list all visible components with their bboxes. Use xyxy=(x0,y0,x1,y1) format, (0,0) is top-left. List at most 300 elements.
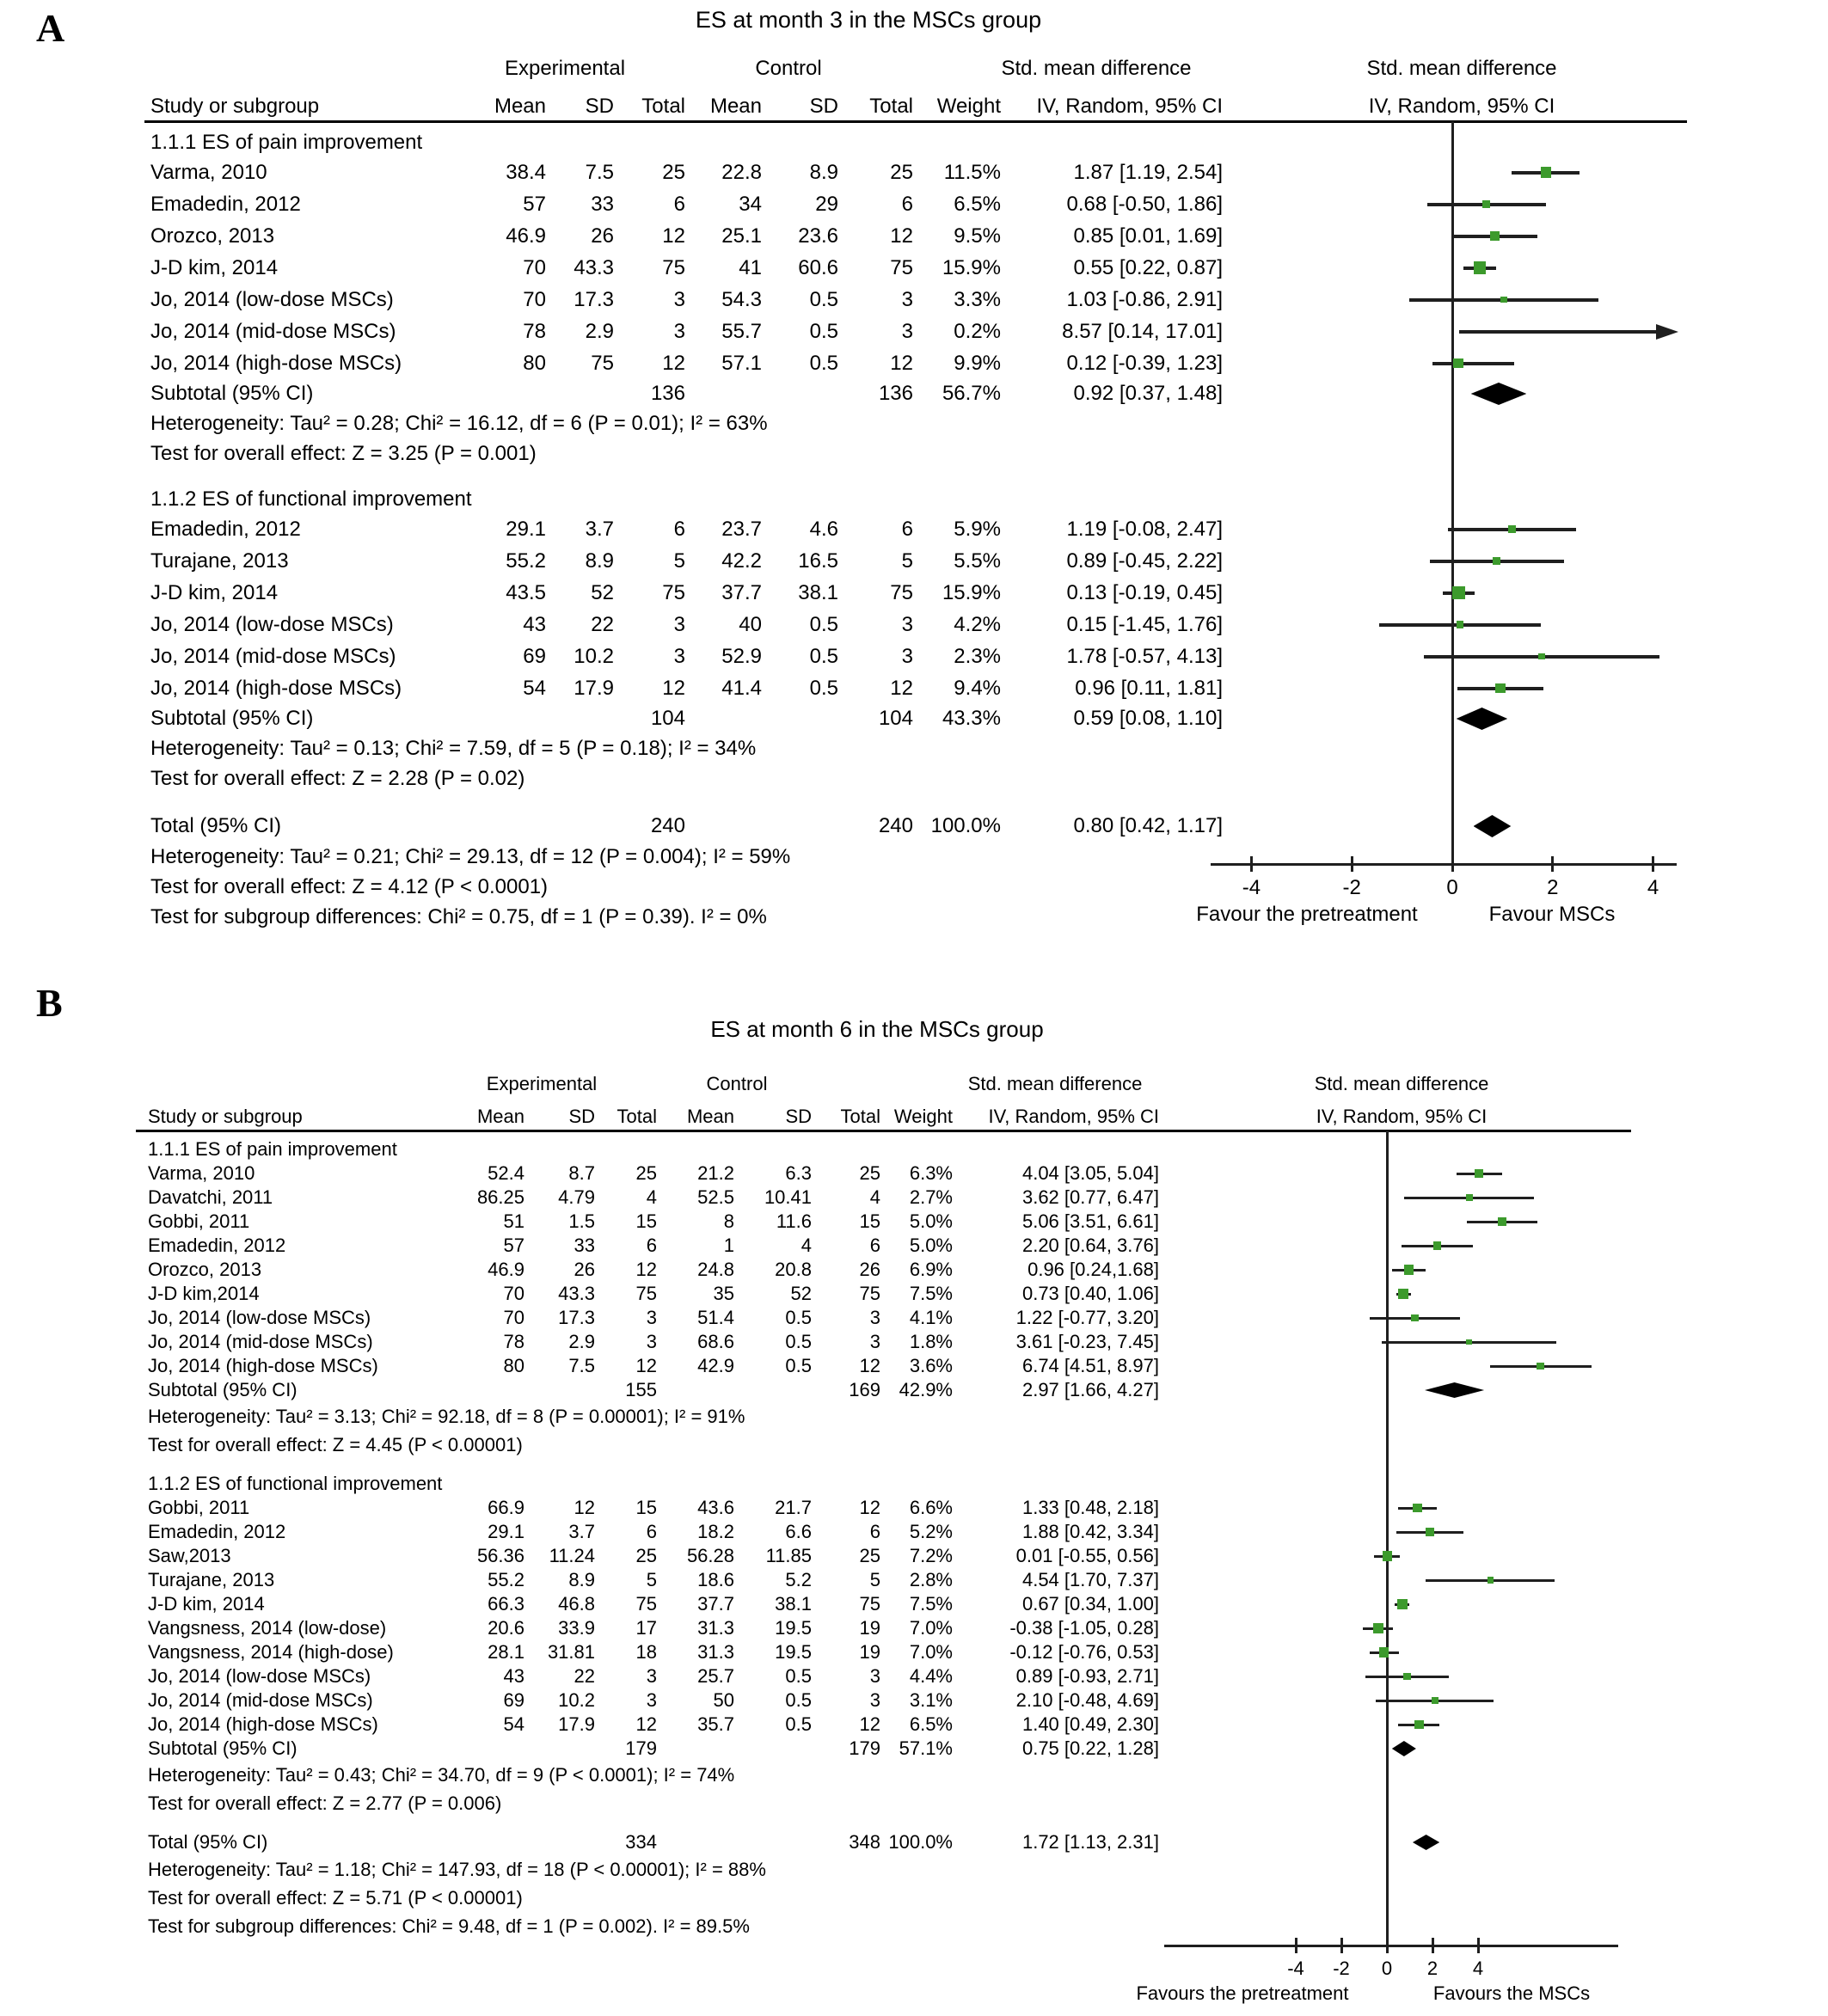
mean-ctl-cell: 52.9 xyxy=(721,645,762,668)
mean-exp-cell: 78 xyxy=(523,320,546,343)
total-ctl-cell: 6 xyxy=(869,1235,880,1256)
total-exp-cell: 75 xyxy=(635,1593,657,1615)
axis-tick xyxy=(1551,856,1554,872)
mean-exp-cell: 46.9 xyxy=(488,1259,524,1280)
mean-ctl-cell: 43.6 xyxy=(697,1497,734,1518)
pooled-diamond xyxy=(1457,708,1508,730)
sd-ctl-cell: 4 xyxy=(801,1235,812,1256)
total-ctl-cell: 3 xyxy=(869,1689,880,1711)
total-exp-header: Total xyxy=(616,1106,657,1127)
sd-exp-cell: 75 xyxy=(591,352,614,375)
sd-exp-cell: 7.5 xyxy=(585,161,614,184)
ci-text-cell: 4.04 [3.05, 5.04] xyxy=(1021,1162,1159,1184)
sd-exp-cell: 26 xyxy=(591,224,614,248)
total-ctl-cell: 75 xyxy=(890,256,913,279)
total-exp-cell: 240 xyxy=(650,814,685,837)
stats-line: Test for overall effect: Z = 5.71 (P < 0.00001) xyxy=(148,1887,523,1909)
total-ctl-cell: 3 xyxy=(901,613,913,636)
chart-title: ES at month 6 in the MSCs group xyxy=(710,1016,1044,1042)
pooled-diamond xyxy=(1425,1382,1484,1398)
favour-left-label: Favour the pretreatment xyxy=(1196,903,1418,926)
mean-ctl-cell: 31.3 xyxy=(697,1617,734,1639)
study-cell: Jo, 2014 (low-dose MSCs) xyxy=(150,288,394,311)
ci-text-cell: 2.20 [0.64, 3.76] xyxy=(1021,1235,1159,1256)
sd-ctl-cell: 52 xyxy=(790,1283,812,1304)
mean-exp-cell: 80 xyxy=(523,352,546,375)
study-cell: Turajane, 2013 xyxy=(148,1569,275,1590)
weight-cell: 56.7% xyxy=(942,382,1001,405)
total-ctl-cell: 4 xyxy=(869,1186,880,1208)
pooled-diamond xyxy=(1392,1741,1416,1756)
total-ctl-cell: 3 xyxy=(869,1665,880,1687)
arrow-right-icon xyxy=(1656,324,1678,340)
sd-exp-cell: 43.3 xyxy=(558,1283,595,1304)
sd-exp-cell: 46.8 xyxy=(558,1593,595,1615)
ci-text-cell: -0.38 [-1.05, 0.28] xyxy=(1009,1617,1159,1639)
ci-text-cell: 0.01 [-0.55, 0.56] xyxy=(1015,1545,1159,1566)
mean-ctl-cell: 25.1 xyxy=(721,224,762,248)
sd-exp-cell: 17.9 xyxy=(558,1713,595,1735)
mean-ctl-cell: 18.2 xyxy=(697,1521,734,1542)
sd-ctl-header: SD xyxy=(809,95,838,118)
weight-cell: 57.1% xyxy=(899,1737,953,1759)
effect-marker xyxy=(1414,1720,1424,1730)
sd-exp-cell: 7.5 xyxy=(568,1355,595,1376)
total-exp-cell: 25 xyxy=(635,1162,657,1184)
weight-cell: 6.6% xyxy=(909,1497,953,1518)
total-ctl-cell: 179 xyxy=(849,1737,880,1759)
mean-ctl-cell: 40 xyxy=(739,613,762,636)
stats-line: Test for subgroup differences: Chi² = 9.48, df = 1 (P = 0.002). I² = 89.5% xyxy=(148,1915,750,1937)
subgroup-heading: 1.1.2 ES of functional improvement xyxy=(148,1473,443,1494)
total-ctl-cell: 25 xyxy=(859,1162,880,1184)
mean-exp-cell: 29.1 xyxy=(506,518,546,541)
control-group-header: Control xyxy=(706,1073,768,1094)
smd-plot-header: Std. mean difference xyxy=(1314,1073,1489,1094)
total-exp-cell: 25 xyxy=(662,161,685,184)
weight-cell: 0.2% xyxy=(954,320,1001,343)
total-ctl-cell: 3 xyxy=(869,1331,880,1352)
mean-exp-cell: 20.6 xyxy=(488,1617,524,1639)
study-cell: Total (95% CI) xyxy=(150,814,282,837)
study-cell: Jo, 2014 (high-dose MSCs) xyxy=(148,1713,378,1735)
total-ctl-cell: 19 xyxy=(859,1617,880,1639)
total-ctl-cell: 3 xyxy=(869,1307,880,1328)
weight-cell: 7.5% xyxy=(909,1283,953,1304)
sd-exp-cell: 2.9 xyxy=(585,320,614,343)
pooled-diamond xyxy=(1471,383,1527,405)
sd-ctl-cell: 0.5 xyxy=(809,288,838,311)
mean-exp-cell: 70 xyxy=(523,288,546,311)
sd-ctl-cell: 4.6 xyxy=(809,518,838,541)
total-exp-cell: 3 xyxy=(646,1331,657,1352)
total-exp-cell: 3 xyxy=(673,613,685,636)
study-cell: Jo, 2014 (low-dose MSCs) xyxy=(148,1665,371,1687)
total-exp-cell: 3 xyxy=(646,1307,657,1328)
weight-cell: 7.0% xyxy=(909,1641,953,1663)
mean-exp-cell: 57 xyxy=(523,193,546,216)
sd-exp-cell: 8.9 xyxy=(568,1569,595,1590)
sd-ctl-cell: 6.6 xyxy=(785,1521,812,1542)
weight-cell: 100.0% xyxy=(888,1831,953,1853)
total-ctl-header: Total xyxy=(869,95,913,118)
total-exp-cell: 6 xyxy=(673,193,685,216)
sd-ctl-cell: 19.5 xyxy=(775,1641,812,1663)
sd-exp-cell: 11.24 xyxy=(549,1545,595,1566)
mean-exp-cell: 28.1 xyxy=(488,1641,524,1663)
total-exp-cell: 17 xyxy=(635,1617,657,1639)
study-cell: Subtotal (95% CI) xyxy=(150,707,314,730)
weight-cell: 3.6% xyxy=(909,1355,953,1376)
zero-line xyxy=(1451,121,1454,864)
mean-ctl-cell: 54.3 xyxy=(721,288,762,311)
total-ctl-cell: 3 xyxy=(901,320,913,343)
favour-right-label: Favours the MSCs xyxy=(1432,1982,1591,2004)
ci-text-cell: 0.13 [-0.19, 0.45] xyxy=(1066,581,1223,604)
total-exp-cell: 12 xyxy=(662,352,685,375)
total-exp-cell: 104 xyxy=(650,707,685,730)
sd-exp-cell: 10.2 xyxy=(574,645,614,668)
mean-exp-cell: 29.1 xyxy=(488,1521,524,1542)
total-exp-cell: 4 xyxy=(646,1186,657,1208)
sd-exp-cell: 22 xyxy=(574,1665,595,1687)
total-exp-cell: 12 xyxy=(635,1355,657,1376)
stats-line: Heterogeneity: Tau² = 1.18; Chi² = 147.93, df = 18 (P < 0.00001); I² = 88% xyxy=(148,1859,766,1880)
total-ctl-cell: 5 xyxy=(869,1569,880,1590)
study-cell: Emadedin, 2012 xyxy=(150,518,301,541)
sd-ctl-cell: 8.9 xyxy=(809,161,838,184)
total-ctl-cell: 6 xyxy=(901,193,913,216)
weight-cell: 7.0% xyxy=(909,1617,953,1639)
mean-exp-cell: 55.2 xyxy=(506,549,546,573)
panel-letter-label: B xyxy=(36,981,63,1025)
total-exp-cell: 15 xyxy=(635,1210,657,1232)
study-cell: Jo, 2014 (mid-dose MSCs) xyxy=(150,320,396,343)
weight-header: Weight xyxy=(893,1106,953,1127)
heterogeneity-line: Heterogeneity: Tau² = 0.43; Chi² = 34.70, df = 9 (P < 0.0001); I² = 74% xyxy=(148,1764,735,1786)
total-ctl-cell: 25 xyxy=(859,1545,880,1566)
axis-tick xyxy=(1477,1938,1480,1953)
weight-cell: 43.3% xyxy=(942,707,1001,730)
zero-line xyxy=(1386,1131,1389,1946)
axis-tick xyxy=(1451,856,1454,872)
mean-exp-cell: 46.9 xyxy=(506,224,546,248)
study-cell: Jo, 2014 (high-dose MSCs) xyxy=(148,1355,378,1376)
total-ctl-cell: 19 xyxy=(859,1641,880,1663)
ci-text-cell: 2.97 [1.66, 4.27] xyxy=(1021,1379,1159,1400)
mean-exp-cell: 43 xyxy=(523,613,546,636)
weight-cell: 9.9% xyxy=(954,352,1001,375)
total-exp-cell: 12 xyxy=(662,677,685,700)
weight-cell: 5.9% xyxy=(954,518,1001,541)
ci-text-cell: 1.88 [0.42, 3.34] xyxy=(1021,1521,1159,1542)
favour-right-label: Favour MSCs xyxy=(1488,903,1616,926)
effect-marker xyxy=(1379,1647,1389,1657)
study-cell: Jo, 2014 (high-dose MSCs) xyxy=(150,677,402,700)
effect-marker xyxy=(1498,1217,1506,1226)
mean-ctl-cell: 57.1 xyxy=(721,352,762,375)
forest-plot-panel-a xyxy=(0,0,1828,971)
favour-left-label: Favours the pretreatment xyxy=(1136,1982,1349,2004)
weight-cell: 5.0% xyxy=(909,1235,953,1256)
iv-ci-plot-header: IV, Random, 95% CI xyxy=(1316,1106,1488,1127)
axis-tick xyxy=(1351,856,1353,872)
ci-line xyxy=(1459,330,1656,334)
axis-tick xyxy=(1340,1938,1343,1953)
total-exp-cell: 5 xyxy=(646,1569,657,1590)
axis-tick-label: -4 xyxy=(1242,876,1261,899)
effect-marker xyxy=(1493,557,1500,565)
weight-cell: 2.7% xyxy=(909,1186,953,1208)
total-exp-cell: 3 xyxy=(673,320,685,343)
effect-marker xyxy=(1404,1265,1414,1274)
total-exp-cell: 75 xyxy=(662,256,685,279)
mean-exp-cell: 86.25 xyxy=(476,1186,524,1208)
mean-exp-header: Mean xyxy=(494,95,546,118)
total-exp-cell: 12 xyxy=(662,224,685,248)
stats-line: Test for overall effect: Z = 4.12 (P < 0.0001) xyxy=(150,875,549,898)
ci-text-cell: 1.33 [0.48, 2.18] xyxy=(1021,1497,1159,1518)
total-exp-header: Total xyxy=(641,95,685,118)
weight-cell: 7.2% xyxy=(909,1545,953,1566)
ci-text-cell: 1.78 [-0.57, 4.13] xyxy=(1066,645,1223,668)
effect-marker xyxy=(1466,1339,1472,1345)
ci-text-cell: 5.06 [3.51, 6.61] xyxy=(1021,1210,1159,1232)
sd-exp-header: SD xyxy=(585,95,614,118)
mean-exp-cell: 38.4 xyxy=(506,161,546,184)
mean-ctl-header: Mean xyxy=(709,95,762,118)
axis-tick xyxy=(1386,1938,1389,1953)
total-ctl-cell: 15 xyxy=(859,1210,880,1232)
stats-line: Test for overall effect: Z = 2.28 (P = 0.02) xyxy=(150,767,525,790)
ci-text-cell: 1.03 [-0.86, 2.91] xyxy=(1066,288,1223,311)
effect-marker xyxy=(1432,1697,1438,1704)
axis-tick-label: 0 xyxy=(1381,1958,1393,1979)
sd-exp-cell: 26 xyxy=(574,1259,595,1280)
sd-ctl-cell: 11.85 xyxy=(765,1545,812,1566)
total-ctl-cell: 12 xyxy=(890,224,913,248)
mean-exp-cell: 55.2 xyxy=(488,1569,524,1590)
sd-ctl-cell: 0.5 xyxy=(785,1665,812,1687)
panel-letter-label: A xyxy=(36,6,65,50)
total-ctl-cell: 12 xyxy=(859,1713,880,1735)
total-exp-cell: 334 xyxy=(625,1831,657,1853)
effect-marker xyxy=(1453,358,1463,368)
mean-exp-cell: 69 xyxy=(503,1689,524,1711)
axis-line xyxy=(1211,863,1677,866)
mean-ctl-cell: 23.7 xyxy=(721,518,762,541)
effect-marker xyxy=(1508,525,1516,533)
weight-header: Weight xyxy=(936,95,1001,118)
mean-exp-cell: 43 xyxy=(503,1665,524,1687)
total-ctl-cell: 25 xyxy=(890,161,913,184)
sd-exp-cell: 17.3 xyxy=(558,1307,595,1328)
experimental-group-header: Experimental xyxy=(504,57,626,80)
mean-ctl-cell: 1 xyxy=(723,1235,734,1256)
effect-marker xyxy=(1403,1673,1411,1681)
sd-ctl-cell: 11.6 xyxy=(776,1210,812,1232)
total-ctl-header: Total xyxy=(840,1106,880,1127)
ci-text-cell: 2.10 [-0.48, 4.69] xyxy=(1015,1689,1159,1711)
total-ctl-cell: 169 xyxy=(849,1379,880,1400)
total-exp-cell: 3 xyxy=(673,645,685,668)
sd-exp-cell: 33 xyxy=(591,193,614,216)
effect-marker xyxy=(1488,1577,1494,1584)
sd-exp-cell: 17.9 xyxy=(574,677,614,700)
total-ctl-cell: 3 xyxy=(901,645,913,668)
sd-ctl-cell: 29 xyxy=(815,193,838,216)
mean-ctl-cell: 41.4 xyxy=(721,677,762,700)
effect-marker xyxy=(1426,1528,1434,1536)
forest-plot-panel-b xyxy=(0,971,1828,2016)
mean-ctl-cell: 37.7 xyxy=(697,1593,734,1615)
study-cell: Turajane, 2013 xyxy=(150,549,289,573)
weight-cell: 100.0% xyxy=(930,814,1001,837)
sd-exp-cell: 31.81 xyxy=(547,1641,595,1663)
study-column-header: Study or subgroup xyxy=(150,95,320,118)
mean-exp-cell: 78 xyxy=(503,1331,524,1352)
sd-exp-cell: 3.7 xyxy=(585,518,614,541)
sd-exp-header: SD xyxy=(568,1106,595,1127)
sd-ctl-header: SD xyxy=(785,1106,812,1127)
ci-text-cell: 4.54 [1.70, 7.37] xyxy=(1021,1569,1159,1590)
total-exp-cell: 6 xyxy=(673,518,685,541)
study-cell: Subtotal (95% CI) xyxy=(148,1379,298,1400)
stats-line: Test for subgroup differences: Chi² = 0.75, df = 1 (P = 0.39). I² = 0% xyxy=(150,905,767,928)
total-ctl-cell: 6 xyxy=(901,518,913,541)
total-ctl-cell: 75 xyxy=(859,1593,880,1615)
axis-line xyxy=(1164,1945,1618,1947)
total-ctl-cell: 6 xyxy=(869,1521,880,1542)
study-cell: Jo, 2014 (mid-dose MSCs) xyxy=(148,1331,373,1352)
total-exp-cell: 25 xyxy=(635,1545,657,1566)
ci-text-cell: 1.72 [1.13, 2.31] xyxy=(1021,1831,1159,1853)
study-cell: Emadedin, 2012 xyxy=(148,1521,286,1542)
sd-ctl-cell: 0.5 xyxy=(785,1713,812,1735)
mean-ctl-cell: 37.7 xyxy=(721,581,762,604)
ci-text-cell: 1.19 [-0.08, 2.47] xyxy=(1066,518,1223,541)
study-cell: Emadedin, 2012 xyxy=(148,1235,286,1256)
iv-ci-header: IV, Random, 95% CI xyxy=(1036,95,1223,118)
effect-marker xyxy=(1490,231,1500,241)
heterogeneity-line: Heterogeneity: Tau² = 0.28; Chi² = 16.12, df = 6 (P = 0.01); I² = 63% xyxy=(150,412,768,435)
weight-cell: 9.4% xyxy=(954,677,1001,700)
weight-cell: 5.0% xyxy=(909,1210,953,1232)
weight-cell: 6.3% xyxy=(909,1162,953,1184)
study-cell: Jo, 2014 (low-dose MSCs) xyxy=(150,613,394,636)
sd-ctl-cell: 21.7 xyxy=(775,1497,812,1518)
weight-cell: 6.5% xyxy=(954,193,1001,216)
mean-ctl-cell: 55.7 xyxy=(721,320,762,343)
study-cell: Varma, 2010 xyxy=(150,161,267,184)
weight-cell: 4.4% xyxy=(909,1665,953,1687)
mean-ctl-cell: 25.7 xyxy=(697,1665,734,1687)
ci-text-cell: 0.75 [0.22, 1.28] xyxy=(1021,1737,1159,1759)
mean-exp-cell: 54 xyxy=(503,1713,524,1735)
axis-tick-label: 4 xyxy=(1472,1958,1484,1979)
sd-exp-cell: 12 xyxy=(574,1497,595,1518)
weight-cell: 5.5% xyxy=(954,549,1001,573)
ci-text-cell: 0.55 [0.22, 0.87] xyxy=(1073,256,1223,279)
weight-cell: 5.2% xyxy=(909,1521,953,1542)
sd-exp-cell: 4.79 xyxy=(558,1186,595,1208)
mean-exp-cell: 43.5 xyxy=(506,581,546,604)
ci-text-cell: 0.89 [-0.45, 2.22] xyxy=(1066,549,1223,573)
weight-cell: 3.3% xyxy=(954,288,1001,311)
study-cell: Jo, 2014 (mid-dose MSCs) xyxy=(150,645,396,668)
mean-ctl-cell: 42.9 xyxy=(697,1355,734,1376)
study-cell: J-D kim, 2014 xyxy=(148,1593,265,1615)
study-cell: Orozco, 2013 xyxy=(148,1259,262,1280)
mean-ctl-cell: 18.6 xyxy=(697,1569,734,1590)
effect-marker xyxy=(1397,1599,1408,1609)
heterogeneity-line: Heterogeneity: Tau² = 0.13; Chi² = 7.59, df = 5 (P = 0.18); I² = 34% xyxy=(150,737,757,760)
total-exp-cell: 5 xyxy=(673,549,685,573)
sd-ctl-cell: 0.5 xyxy=(809,613,838,636)
mean-ctl-cell: 35 xyxy=(713,1283,734,1304)
control-group-header: Control xyxy=(755,57,822,80)
sd-ctl-cell: 19.5 xyxy=(775,1617,812,1639)
mean-ctl-cell: 21.2 xyxy=(697,1162,734,1184)
effect-marker xyxy=(1538,653,1544,659)
weight-cell: 42.9% xyxy=(899,1379,953,1400)
ci-text-cell: 0.92 [0.37, 1.48] xyxy=(1073,382,1223,405)
effect-marker xyxy=(1413,1504,1422,1513)
mean-ctl-cell: 22.8 xyxy=(721,161,762,184)
mean-ctl-cell: 8 xyxy=(723,1210,734,1232)
sd-ctl-cell: 0.5 xyxy=(809,645,838,668)
ci-text-cell: 0.73 [0.40, 1.06] xyxy=(1021,1283,1159,1304)
weight-cell: 4.2% xyxy=(954,613,1001,636)
sd-exp-cell: 33.9 xyxy=(558,1617,595,1639)
weight-cell: 15.9% xyxy=(942,256,1001,279)
effect-marker xyxy=(1475,1169,1484,1179)
sd-exp-cell: 17.3 xyxy=(574,288,614,311)
ci-text-cell: 1.22 [-0.77, 3.20] xyxy=(1015,1307,1159,1328)
subgroup-heading: 1.1.2 ES of functional improvement xyxy=(150,487,472,511)
weight-cell: 11.5% xyxy=(943,161,1001,184)
ci-text-cell: 8.57 [0.14, 17.01] xyxy=(1062,320,1223,343)
ci-text-cell: 3.62 [0.77, 6.47] xyxy=(1021,1186,1159,1208)
sd-ctl-cell: 0.5 xyxy=(785,1689,812,1711)
study-cell: Vangsness, 2014 (high-dose) xyxy=(148,1641,394,1663)
effect-marker xyxy=(1383,1551,1392,1560)
smd-column-header: Std. mean difference xyxy=(1001,57,1192,80)
effect-marker xyxy=(1541,167,1551,177)
mean-exp-cell: 69 xyxy=(523,645,546,668)
effect-marker xyxy=(1373,1623,1383,1633)
total-exp-cell: 179 xyxy=(625,1737,657,1759)
mean-exp-cell: 56.36 xyxy=(476,1545,524,1566)
sd-ctl-cell: 5.2 xyxy=(785,1569,812,1590)
mean-ctl-cell: 68.6 xyxy=(697,1331,734,1352)
sd-ctl-cell: 10.41 xyxy=(764,1186,812,1208)
total-exp-cell: 3 xyxy=(646,1689,657,1711)
ci-text-cell: 0.68 [-0.50, 1.86] xyxy=(1066,193,1223,216)
effect-marker xyxy=(1411,1314,1419,1322)
sd-exp-cell: 52 xyxy=(591,581,614,604)
sd-exp-cell: 8.9 xyxy=(585,549,614,573)
effect-marker xyxy=(1500,297,1507,303)
total-ctl-cell: 12 xyxy=(859,1355,880,1376)
total-exp-cell: 75 xyxy=(635,1283,657,1304)
chart-title: ES at month 3 in the MSCs group xyxy=(695,7,1042,33)
sd-ctl-cell: 0.5 xyxy=(785,1331,812,1352)
ci-text-cell: 1.87 [1.19, 2.54] xyxy=(1073,161,1223,184)
mean-exp-cell: 80 xyxy=(503,1355,524,1376)
axis-tick-label: 2 xyxy=(1426,1958,1438,1979)
study-cell: J-D kim, 2014 xyxy=(150,581,279,604)
